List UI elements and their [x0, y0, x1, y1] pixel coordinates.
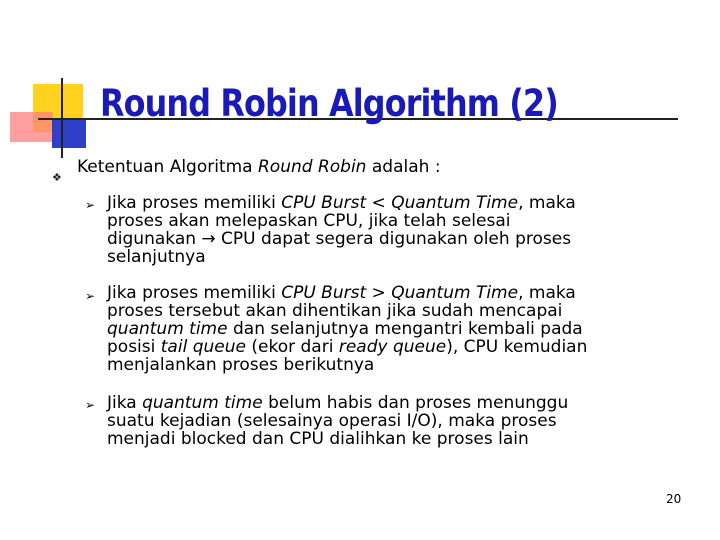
item-line	[107, 194, 687, 212]
item-text: digunakan → CPU dapat segera digunakan oleh proses	[107, 229, 572, 249]
item-emphasis: quantum time	[107, 319, 228, 339]
item-emphasis: CPU Burst < Quantum Time	[281, 193, 519, 213]
item-text: menjalankan proses berikutnya	[107, 355, 375, 375]
item-line	[107, 430, 687, 448]
item-emphasis: CPU Burst > Quantum Time	[281, 283, 519, 303]
arrow-bullet-icon: ➢	[85, 289, 96, 303]
list-item-1	[107, 194, 687, 266]
item-text: , maka	[518, 283, 576, 303]
page-number: 20	[666, 492, 682, 506]
intro-pre: Ketentuan Algoritma	[77, 157, 258, 177]
item-text: dan selanjutnya mengantri kembali pada	[227, 319, 583, 339]
decor-blue-square	[52, 118, 86, 148]
item-text: menjadi blocked dan CPU dialihkan ke proses lain	[107, 429, 529, 449]
item-line	[107, 284, 687, 302]
item-text: suatu kejadian (selesainya operasi I/O), maka proses	[107, 411, 557, 431]
slide-title: Round Robin Algorithm (2)	[100, 82, 558, 125]
item-text: (ekor dari	[245, 337, 339, 357]
arrow-bullet-icon: ➢	[85, 198, 96, 212]
list-item-3	[107, 394, 687, 448]
item-line	[107, 412, 687, 430]
item-text: ), CPU kemudian	[446, 337, 588, 357]
item-text: , maka	[518, 193, 576, 213]
intro-post: adalah :	[366, 157, 441, 177]
arrow-bullet-icon: ➢	[85, 398, 96, 412]
item-text: proses tersebut akan dihentikan jika sudah mencapai	[107, 301, 563, 321]
item-line	[107, 338, 687, 356]
item-line	[107, 320, 687, 338]
item-line	[107, 248, 687, 266]
item-text: Jika	[107, 393, 143, 413]
item-text: selanjutnya	[107, 247, 206, 267]
item-text: proses akan melepaskan CPU, jika telah selesai	[107, 211, 511, 231]
intro-em: Round Robin	[258, 157, 367, 177]
item-line	[107, 394, 687, 412]
decor-red-square	[10, 112, 53, 142]
item-text: belum habis dan proses menunggu	[262, 393, 569, 413]
diamond-bullet-icon: ❖	[52, 171, 62, 184]
item-emphasis: tail queue	[160, 337, 246, 357]
list-item-2	[107, 284, 687, 374]
item-line	[107, 230, 687, 248]
item-line	[107, 356, 687, 374]
item-text: Jika proses memiliki	[107, 283, 282, 303]
item-emphasis: ready queue	[338, 337, 447, 357]
item-emphasis: quantum time	[142, 393, 263, 413]
item-line	[107, 302, 687, 320]
item-text: Jika proses memiliki	[107, 193, 282, 213]
intro-text	[77, 158, 441, 176]
item-text: posisi	[107, 337, 161, 357]
item-line	[107, 212, 687, 230]
